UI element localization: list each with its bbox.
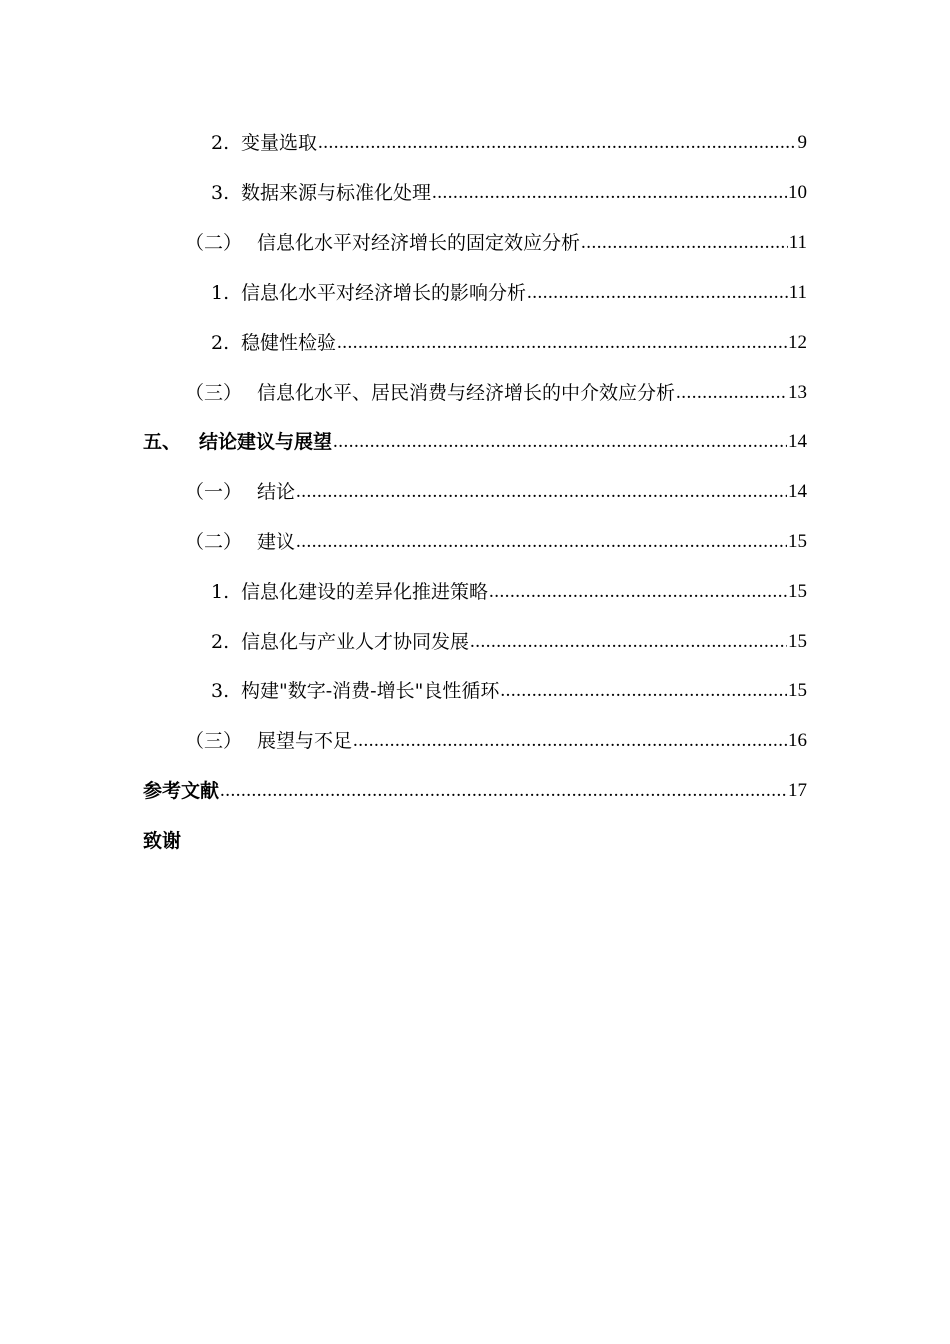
- toc-entry-title: 信息化建设的差异化推进策略: [241, 581, 489, 603]
- toc-entry-number: （二）: [185, 531, 243, 553]
- toc-entry-title: 信息化与产业人才协同发展: [241, 631, 470, 653]
- toc-entry-page: 15: [788, 680, 807, 701]
- dot-leader: [676, 381, 787, 405]
- dot-leader: [527, 281, 788, 305]
- toc-entry-title: 致谢: [143, 830, 182, 852]
- toc-entry-page: 17: [788, 780, 807, 801]
- toc-entry-title: 数据来源与标准化处理: [241, 182, 432, 204]
- toc-entry[interactable]: [185, 375, 807, 405]
- toc-entry-title: 信息化水平对经济增长的固定效应分析: [257, 232, 581, 254]
- toc-entry[interactable]: [211, 125, 807, 155]
- toc-entry-number: 2.: [211, 132, 230, 154]
- dot-leader: [500, 679, 787, 703]
- toc-entry[interactable]: [211, 325, 807, 355]
- toc-entry[interactable]: [211, 624, 807, 654]
- toc-entry-number: 1.: [211, 282, 230, 304]
- toc-entry-number: （二）: [185, 232, 243, 254]
- toc-entry-title: 建议: [257, 531, 296, 553]
- toc-entry-page: 16: [788, 730, 807, 751]
- toc-entry[interactable]: [211, 275, 807, 305]
- toc-entry[interactable]: [211, 673, 807, 703]
- dot-leader: [333, 430, 787, 454]
- dot-leader: [337, 331, 787, 355]
- toc-entry[interactable]: [211, 574, 807, 604]
- toc-entry-page: 15: [788, 631, 807, 652]
- toc-entry-number: （三）: [185, 730, 243, 752]
- toc-entry-number: 3.: [211, 680, 230, 702]
- dot-leader: [220, 779, 787, 803]
- toc-entry-title: 展望与不足: [257, 730, 353, 752]
- toc-entry-number: 五、: [143, 431, 182, 453]
- toc-entry-page: 14: [788, 481, 807, 502]
- dot-leader: [581, 231, 788, 255]
- toc-entry-title: 结论建议与展望: [199, 431, 333, 453]
- toc-entry-title: 构建"数字-消费-增长"良性循环: [241, 680, 500, 702]
- toc-entry-page: 11: [788, 232, 807, 253]
- dot-leader: [470, 630, 787, 654]
- toc-entry-page: 10: [788, 182, 807, 203]
- toc-entry-page: 15: [788, 531, 807, 552]
- toc-entry-number: （一）: [185, 481, 243, 503]
- toc-entry-page: 12: [788, 332, 807, 353]
- toc-entry-page: 13: [788, 382, 807, 403]
- dot-leader: [489, 580, 787, 604]
- toc-entry[interactable]: [185, 723, 807, 753]
- toc-entry-title: 参考文献: [143, 780, 220, 802]
- toc-entry-number: 1.: [211, 581, 230, 603]
- toc-entry-number: 2.: [211, 332, 230, 354]
- dot-leader: [318, 131, 796, 155]
- dot-leader: [353, 729, 787, 753]
- toc-entry[interactable]: [185, 524, 807, 554]
- toc-entry-title: 变量选取: [241, 132, 318, 154]
- toc-entry[interactable]: [143, 823, 807, 853]
- toc-entry[interactable]: [185, 474, 807, 504]
- toc-entry-number: 2.: [211, 631, 230, 653]
- toc-entry-number: 3.: [211, 182, 230, 204]
- toc-entry[interactable]: [143, 773, 807, 803]
- toc-entry-title: 信息化水平、居民消费与经济增长的中介效应分析: [257, 382, 676, 404]
- toc-entry-page: 15: [788, 581, 807, 602]
- dot-leader: [432, 181, 787, 205]
- toc-entry-page: 14: [788, 431, 807, 452]
- toc-entry-number: （三）: [185, 382, 243, 404]
- toc-entry-page: 9: [797, 132, 807, 153]
- toc-entry-title: 结论: [257, 481, 296, 503]
- dot-leader: [296, 530, 787, 554]
- toc-entry-title: 信息化水平对经济增长的影响分析: [241, 282, 527, 304]
- toc-entry[interactable]: [211, 175, 807, 205]
- toc-entry[interactable]: [185, 225, 807, 255]
- toc-entry-page: 11: [788, 282, 807, 303]
- toc-entry-title: 稳健性检验: [241, 332, 337, 354]
- dot-leader: [296, 480, 787, 504]
- toc-entry[interactable]: [143, 424, 807, 454]
